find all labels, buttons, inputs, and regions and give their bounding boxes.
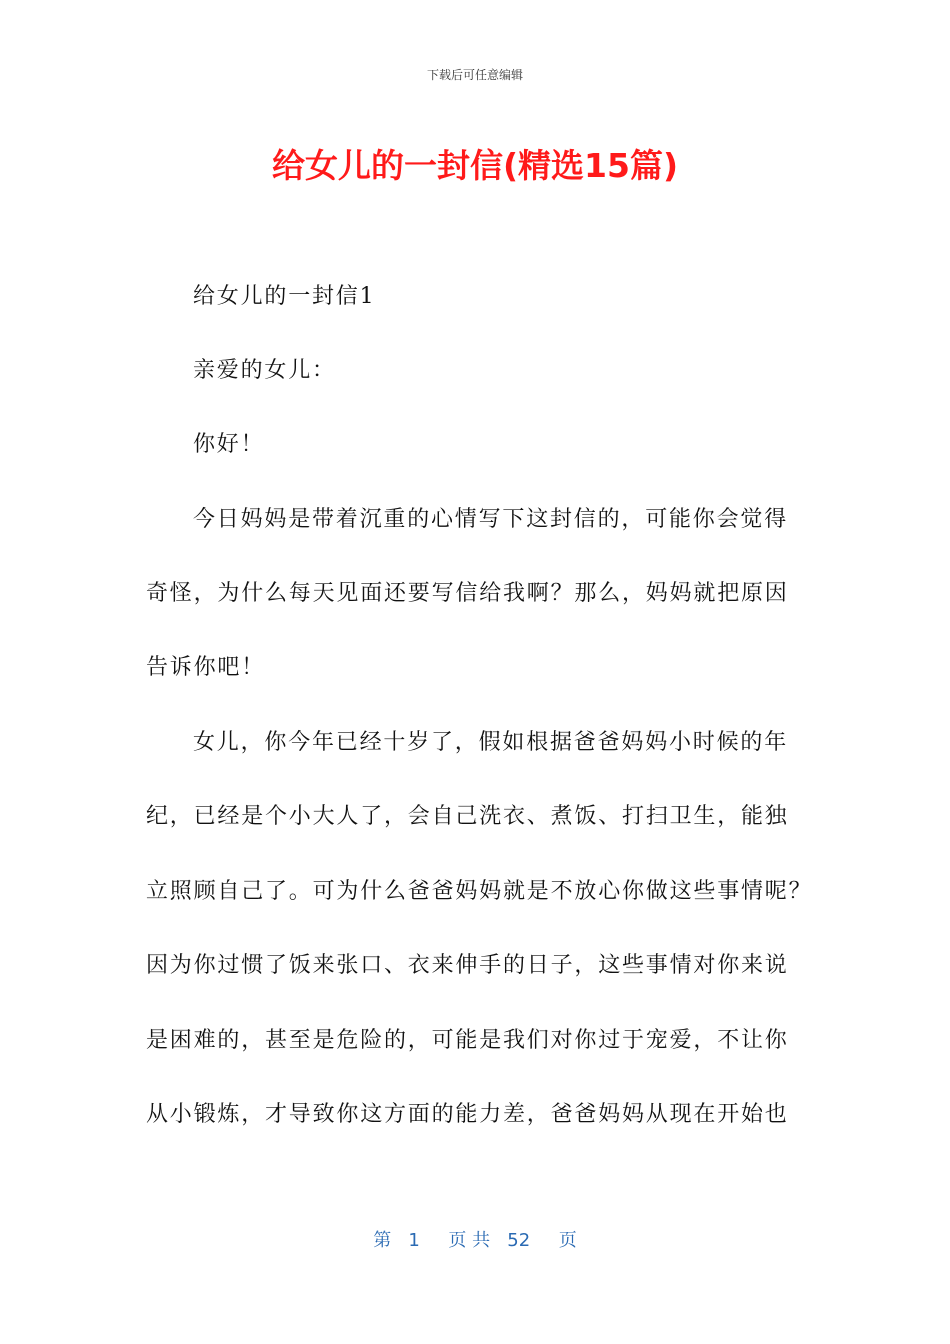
paragraph-line: 从小锻炼，才导致你这方面的能力差，爸爸妈妈从现在开始也 <box>146 1102 789 1127</box>
document-title: 给女儿的一封信(精选15篇) <box>271 146 679 185</box>
paragraph-line: 女儿，你今年已经十岁了，假如根据爸爸妈妈小时候的年 <box>193 730 789 755</box>
paragraph-line: 是困难的，甚至是危险的，可能是我们对你过于宠爱，不让你 <box>146 1028 789 1053</box>
salutation: 亲爱的女儿： <box>193 358 336 383</box>
section-heading: 给女儿的一封信1 <box>193 284 376 309</box>
paragraph-line: 立照顾自己了。可为什么爸爸妈妈就是不放心你做这些事情呢？ <box>146 879 813 904</box>
paragraph-line: 奇怪，为什么每天见面还要写信给我啊？那么，妈妈就把原因 <box>146 581 789 606</box>
paragraph-line: 纪，已经是个小大人了，会自己洗衣、煮饭、打扫卫生，能独 <box>146 804 789 829</box>
greeting: 你好！ <box>193 432 265 457</box>
paragraph-line: 今日妈妈是带着沉重的心情写下这封信的，可能你会觉得 <box>193 507 789 532</box>
page-number-footer: 第 1 页 共 52 页 <box>373 1230 577 1251</box>
paragraph-line: 因为你过惯了饭来张口、衣来伸手的日子，这些事情对你来说 <box>146 953 789 978</box>
paragraph-line: 告诉你吧！ <box>146 655 266 680</box>
header-note: 下载后可任意编辑 <box>426 68 523 82</box>
